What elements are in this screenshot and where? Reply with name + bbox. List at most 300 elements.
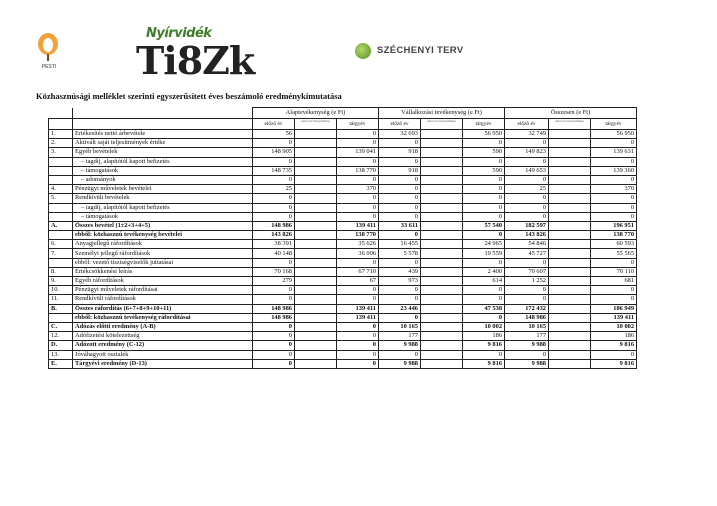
value-cell: 2 400: [463, 267, 505, 276]
value-cell: 60 593: [591, 240, 637, 249]
value-cell: [549, 166, 591, 175]
value-cell: 0: [505, 157, 549, 166]
value-cell: [295, 332, 337, 341]
value-cell: [421, 313, 463, 322]
value-cell: 0: [591, 350, 637, 359]
table-row: [49, 258, 637, 267]
value-cell: 172 432: [505, 304, 549, 313]
value-cell: 0: [379, 175, 421, 184]
table-row: [49, 166, 637, 175]
value-cell: 918: [379, 166, 421, 175]
table-row: [49, 350, 637, 359]
value-cell: 148 735: [253, 166, 295, 175]
value-cell: 370: [337, 185, 379, 194]
table-row: [49, 231, 637, 240]
value-cell: 0: [379, 286, 421, 295]
value-cell: 370: [591, 185, 637, 194]
value-cell: [549, 203, 591, 212]
row-label: Értékesítés nettó árbevétele: [73, 130, 253, 139]
row-label: Adófizetési kötelezettség: [73, 332, 253, 341]
value-cell: 9 816: [463, 359, 505, 368]
value-cell: 0: [379, 194, 421, 203]
value-cell: 186: [591, 332, 637, 341]
table-row: [49, 249, 637, 258]
value-cell: 56 950: [591, 130, 637, 139]
value-cell: 0: [463, 350, 505, 359]
value-cell: [295, 231, 337, 240]
value-cell: 0: [505, 286, 549, 295]
value-cell: 139 631: [591, 148, 637, 157]
value-cell: 16 455: [379, 240, 421, 249]
value-cell: 182 597: [505, 221, 549, 230]
row-code: D.: [49, 341, 73, 350]
row-label: Adózás előtti eredmény (A-B): [73, 322, 253, 331]
row-label: – támogatások: [73, 212, 253, 221]
value-cell: [421, 304, 463, 313]
szechenyi-logo: [355, 42, 495, 68]
row-code: [49, 313, 73, 322]
value-cell: 36 006: [337, 249, 379, 258]
table-sub-header-row: [49, 119, 637, 130]
value-cell: [421, 258, 463, 267]
value-cell: [549, 286, 591, 295]
value-cell: [421, 212, 463, 221]
value-cell: 0: [505, 139, 549, 148]
value-cell: 23 446: [379, 304, 421, 313]
value-cell: 186 949: [591, 304, 637, 313]
table-row: [49, 295, 637, 304]
value-cell: 0: [337, 203, 379, 212]
value-cell: [295, 157, 337, 166]
value-cell: 0: [337, 350, 379, 359]
value-cell: 279: [253, 277, 295, 286]
value-cell: 196 951: [591, 221, 637, 230]
value-cell: 0: [591, 175, 637, 184]
value-cell: 32 693: [379, 130, 421, 139]
row-label: Személyi jellegű ráfordítások: [73, 249, 253, 258]
row-code: 10.: [49, 286, 73, 295]
value-cell: [295, 313, 337, 322]
value-cell: [295, 148, 337, 157]
value-cell: 0: [591, 157, 637, 166]
value-cell: [421, 341, 463, 350]
value-cell: 0: [379, 350, 421, 359]
value-cell: 0: [505, 175, 549, 184]
value-cell: [295, 258, 337, 267]
value-cell: 0: [505, 212, 549, 221]
value-cell: [295, 194, 337, 203]
value-cell: 9 988: [505, 359, 549, 368]
value-cell: 0: [463, 157, 505, 166]
value-cell: 148 986: [253, 221, 295, 230]
value-cell: [549, 359, 591, 368]
value-cell: 0: [337, 130, 379, 139]
value-cell: 139 360: [591, 166, 637, 175]
value-cell: [295, 350, 337, 359]
value-cell: 590: [463, 148, 505, 157]
value-cell: 0: [505, 258, 549, 267]
value-cell: [295, 203, 337, 212]
group-header-vallalkozasi: Vállalkozási tevékenység (e Ft): [379, 108, 505, 119]
value-cell: 0: [253, 175, 295, 184]
value-cell: [295, 267, 337, 276]
value-cell: 55 565: [591, 249, 637, 258]
sub-header-helyesbites: előző év helyesbítése: [549, 119, 591, 130]
value-cell: 0: [379, 295, 421, 304]
value-cell: 0: [379, 203, 421, 212]
value-cell: 139 411: [337, 221, 379, 230]
row-code: [49, 258, 73, 267]
value-cell: [295, 295, 337, 304]
pest-logo-caption: PESTI: [41, 64, 57, 70]
value-cell: [295, 304, 337, 313]
row-label: – adományok: [73, 175, 253, 184]
value-cell: 0: [337, 359, 379, 368]
row-code: 9.: [49, 277, 73, 286]
table-row: [49, 185, 637, 194]
value-cell: 0: [463, 175, 505, 184]
value-cell: 139 041: [337, 148, 379, 157]
value-cell: [421, 350, 463, 359]
sub-header-targyev: tárgyév: [337, 119, 379, 130]
row-label: Egyéb bevételek: [73, 148, 253, 157]
row-code: E.: [49, 359, 73, 368]
value-cell: [295, 286, 337, 295]
pest-logo: [32, 32, 66, 76]
value-cell: 0: [591, 139, 637, 148]
table-row: [49, 175, 637, 184]
value-cell: [295, 341, 337, 350]
table-group-header-row: [49, 108, 637, 119]
value-cell: 0: [337, 258, 379, 267]
row-code: [49, 157, 73, 166]
value-cell: [421, 332, 463, 341]
value-cell: [295, 249, 337, 258]
value-cell: 0: [379, 157, 421, 166]
row-code: 6.: [49, 240, 73, 249]
value-cell: 56 950: [463, 130, 505, 139]
value-cell: [295, 139, 337, 148]
value-cell: 139 411: [591, 313, 637, 322]
value-cell: 614: [463, 277, 505, 286]
value-cell: [549, 175, 591, 184]
sub-header-helyesbites: előző év helyesbítése: [421, 119, 463, 130]
row-code: 8.: [49, 267, 73, 276]
row-code: C.: [49, 322, 73, 331]
value-cell: 33 611: [379, 221, 421, 230]
value-cell: 143 826: [253, 231, 295, 240]
szechenyi-leaf-icon: [355, 43, 371, 59]
value-cell: [421, 130, 463, 139]
value-cell: 0: [253, 194, 295, 203]
value-cell: 0: [337, 175, 379, 184]
value-cell: [295, 277, 337, 286]
value-cell: 143 826: [505, 231, 549, 240]
value-cell: 0: [253, 341, 295, 350]
value-cell: [549, 231, 591, 240]
table-row: [49, 139, 637, 148]
value-cell: 0: [463, 139, 505, 148]
value-cell: [549, 350, 591, 359]
value-cell: 0: [591, 258, 637, 267]
row-label: Adózott eredmény (C-12): [73, 341, 253, 350]
value-cell: 0: [337, 295, 379, 304]
value-cell: [421, 231, 463, 240]
value-cell: 681: [591, 277, 637, 286]
table-row: [49, 332, 637, 341]
value-cell: 25: [505, 185, 549, 194]
row-code: 1.: [49, 130, 73, 139]
value-cell: 139 411: [337, 313, 379, 322]
value-cell: 148 905: [253, 148, 295, 157]
value-cell: 40 148: [253, 249, 295, 258]
value-cell: 0: [505, 295, 549, 304]
row-label: Összes bevétel (1±2+3+4+5): [73, 221, 253, 230]
nyirvidek-logo: [130, 26, 255, 83]
value-cell: [549, 267, 591, 276]
row-label: Jóváhagyott osztalék: [73, 350, 253, 359]
value-cell: [421, 148, 463, 157]
page-header: [0, 0, 717, 90]
value-cell: [295, 322, 337, 331]
value-cell: [421, 295, 463, 304]
value-cell: [421, 203, 463, 212]
value-cell: [421, 139, 463, 148]
value-cell: 149 653: [505, 166, 549, 175]
row-label: Rendkívüli bevételek: [73, 194, 253, 203]
sub-header-elozo-ev: előző év: [505, 119, 549, 130]
report-title: Közhasznúsági melléklet szerinti egyszerűsített éves beszámoló eredménykimutatása: [36, 91, 342, 101]
sub-header-elozo-ev: előző év: [253, 119, 295, 130]
value-cell: 38 391: [253, 240, 295, 249]
value-cell: [549, 212, 591, 221]
value-cell: 10 165: [379, 322, 421, 331]
value-cell: 0: [337, 332, 379, 341]
flame-icon: [36, 32, 60, 62]
value-cell: [295, 166, 337, 175]
value-cell: 0: [337, 194, 379, 203]
income-statement-table: [48, 107, 637, 369]
row-code: A.: [49, 221, 73, 230]
value-cell: 177: [379, 332, 421, 341]
group-header-alap: Alaptevékenység (e Ft): [253, 108, 379, 119]
value-cell: 590: [463, 166, 505, 175]
value-cell: 0: [505, 203, 549, 212]
row-code: 11.: [49, 295, 73, 304]
table-body: [49, 130, 637, 369]
value-cell: [295, 359, 337, 368]
row-code: 12.: [49, 332, 73, 341]
value-cell: 0: [591, 212, 637, 221]
table-row: [49, 304, 637, 313]
row-code: 2.: [49, 139, 73, 148]
row-label: ebből: közhasznú tevékenység bevételei: [73, 231, 253, 240]
value-cell: 70 110: [591, 267, 637, 276]
table-row: [49, 267, 637, 276]
sub-header-targyev: tárgyév: [463, 119, 505, 130]
value-cell: [295, 240, 337, 249]
group-header-osszesen: Összesen (e Ft): [505, 108, 637, 119]
value-cell: [421, 194, 463, 203]
value-cell: 0: [379, 212, 421, 221]
value-cell: [549, 194, 591, 203]
row-label: ebből: közhasznú tevékenység ráfordításai: [73, 313, 253, 322]
value-cell: 0: [337, 286, 379, 295]
value-cell: 0: [337, 341, 379, 350]
value-cell: 177: [505, 332, 549, 341]
value-cell: 70 607: [505, 267, 549, 276]
value-cell: [421, 175, 463, 184]
szechenyi-logo-text: SZÉCHENYI TERV: [377, 45, 464, 56]
value-cell: 0: [379, 185, 421, 194]
table-row: [49, 212, 637, 221]
value-cell: [549, 157, 591, 166]
value-cell: 25: [253, 185, 295, 194]
value-cell: [549, 258, 591, 267]
row-label: – tagdíj, alapítótól kapott befizetés: [73, 203, 253, 212]
value-cell: 0: [379, 231, 421, 240]
row-code: [49, 175, 73, 184]
table-row: [49, 286, 637, 295]
value-cell: 9 816: [463, 341, 505, 350]
value-cell: [295, 185, 337, 194]
value-cell: [421, 240, 463, 249]
value-cell: 35 626: [337, 240, 379, 249]
row-label: Rendkívüli ráfordítások: [73, 295, 253, 304]
value-cell: 138 770: [591, 231, 637, 240]
value-cell: 19 559: [463, 249, 505, 258]
table-row: [49, 341, 637, 350]
value-cell: 0: [253, 350, 295, 359]
value-cell: 0: [253, 139, 295, 148]
value-cell: 9 988: [379, 341, 421, 350]
row-code: [49, 203, 73, 212]
row-label: Értékcsökkenési leírás: [73, 267, 253, 276]
row-code: 3.: [49, 148, 73, 157]
table-row: [49, 148, 637, 157]
value-cell: 56: [253, 130, 295, 139]
value-cell: 57 540: [463, 221, 505, 230]
row-code: 4.: [49, 185, 73, 194]
row-label: Pénzügyi műveletek ráfordításai: [73, 286, 253, 295]
value-cell: [421, 267, 463, 276]
value-cell: 0: [463, 194, 505, 203]
value-cell: 186: [463, 332, 505, 341]
value-cell: [549, 221, 591, 230]
value-cell: 67 710: [337, 267, 379, 276]
value-cell: [421, 359, 463, 368]
value-cell: 0: [591, 194, 637, 203]
row-label: Anyagjellegű ráfordítások: [73, 240, 253, 249]
value-cell: 0: [337, 157, 379, 166]
value-cell: 0: [463, 212, 505, 221]
value-cell: [549, 295, 591, 304]
row-code: [49, 212, 73, 221]
table-row: [49, 221, 637, 230]
value-cell: 0: [463, 231, 505, 240]
value-cell: 0: [505, 350, 549, 359]
value-cell: 9 816: [591, 359, 637, 368]
value-cell: [549, 130, 591, 139]
nyirvidek-logo-big: Ti8Zk: [136, 38, 255, 83]
value-cell: [549, 148, 591, 157]
table-row: [49, 157, 637, 166]
value-cell: [295, 130, 337, 139]
value-cell: [421, 221, 463, 230]
value-cell: 0: [253, 359, 295, 368]
table-row: [49, 194, 637, 203]
value-cell: 32 749: [505, 130, 549, 139]
value-cell: [421, 166, 463, 175]
row-code: [49, 231, 73, 240]
value-cell: [549, 277, 591, 286]
value-cell: 0: [253, 286, 295, 295]
value-cell: [549, 304, 591, 313]
value-cell: [421, 322, 463, 331]
table-row: [49, 322, 637, 331]
value-cell: 10 002: [591, 322, 637, 331]
value-cell: 0: [505, 194, 549, 203]
value-cell: 0: [463, 258, 505, 267]
value-cell: 0: [337, 139, 379, 148]
value-cell: 439: [379, 267, 421, 276]
value-cell: 0: [463, 185, 505, 194]
table-row: [49, 277, 637, 286]
value-cell: 138 770: [337, 166, 379, 175]
sub-header-elozo-ev: előző év: [379, 119, 421, 130]
value-cell: [421, 157, 463, 166]
value-cell: [549, 139, 591, 148]
row-code: B.: [49, 304, 73, 313]
value-cell: [295, 212, 337, 221]
sub-header-targyev: tárgyév: [591, 119, 637, 130]
row-label: Tárgyévi eredmény (D-13): [73, 359, 253, 368]
table-row: [49, 130, 637, 139]
value-cell: 0: [463, 286, 505, 295]
row-label: Összes ráfordítás (6+7+8+9+10+11): [73, 304, 253, 313]
value-cell: 0: [463, 313, 505, 322]
value-cell: 149 823: [505, 148, 549, 157]
value-cell: 24 965: [463, 240, 505, 249]
value-cell: 0: [253, 332, 295, 341]
value-cell: 0: [591, 286, 637, 295]
value-cell: 45 727: [505, 249, 549, 258]
value-cell: [549, 240, 591, 249]
value-cell: 0: [379, 313, 421, 322]
value-cell: 10 002: [463, 322, 505, 331]
value-cell: 0: [253, 203, 295, 212]
value-cell: 0: [463, 203, 505, 212]
value-cell: [549, 249, 591, 258]
table-row: [49, 359, 637, 368]
value-cell: 0: [253, 295, 295, 304]
value-cell: [295, 221, 337, 230]
value-cell: 139 411: [337, 304, 379, 313]
value-cell: [549, 322, 591, 331]
row-label: – tagdíj, alapítótól kapott befizetés: [73, 157, 253, 166]
value-cell: 148 986: [253, 313, 295, 322]
row-label: Aktivált saját teljesítmények értéke: [73, 139, 253, 148]
value-cell: [421, 277, 463, 286]
table-row: [49, 203, 637, 212]
row-code: 5.: [49, 194, 73, 203]
value-cell: 9 988: [379, 359, 421, 368]
value-cell: 47 538: [463, 304, 505, 313]
row-code: [49, 166, 73, 175]
value-cell: 10 165: [505, 322, 549, 331]
value-cell: 918: [379, 148, 421, 157]
value-cell: 0: [253, 157, 295, 166]
